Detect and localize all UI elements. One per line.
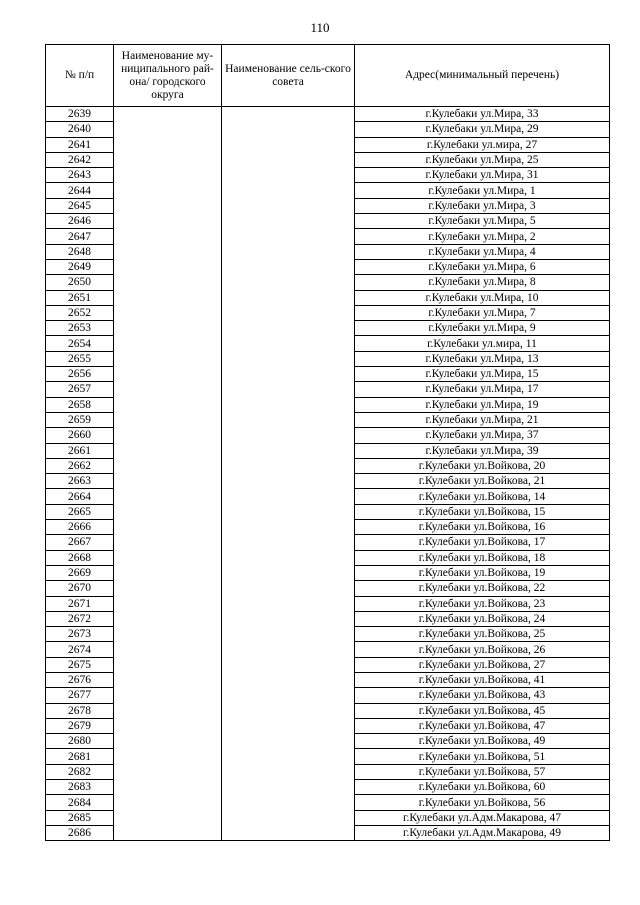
row-number: 2658: [46, 397, 114, 412]
row-number: 2661: [46, 443, 114, 458]
row-number: 2682: [46, 764, 114, 779]
row-number: 2640: [46, 122, 114, 137]
address-cell: г.Кулебаки ул.Войкова, 17: [355, 535, 610, 550]
header-council: Наименование сель-ского совета: [222, 45, 355, 107]
address-cell: г.Кулебаки ул.Войкова, 56: [355, 795, 610, 810]
page-number: 110: [310, 20, 330, 35]
row-number: 2656: [46, 367, 114, 382]
row-number: 2647: [46, 229, 114, 244]
address-cell: г.Кулебаки ул.Мира, 1: [355, 183, 610, 198]
row-number: 2662: [46, 458, 114, 473]
row-number: 2686: [46, 825, 114, 840]
address-cell: г.Кулебаки ул.Мира, 5: [355, 214, 610, 229]
row-number: 2655: [46, 351, 114, 366]
address-cell: г.Кулебаки ул.Войкова, 26: [355, 642, 610, 657]
header-number: № п/п: [46, 45, 114, 107]
row-number: 2657: [46, 382, 114, 397]
row-number: 2672: [46, 611, 114, 626]
row-number: 2677: [46, 688, 114, 703]
row-number: 2678: [46, 703, 114, 718]
address-cell: г.Кулебаки ул.Войкова, 20: [355, 458, 610, 473]
address-cell: г.Кулебаки ул.Войкова, 25: [355, 627, 610, 642]
row-number: 2685: [46, 810, 114, 825]
row-number: 2664: [46, 489, 114, 504]
row-number: 2669: [46, 565, 114, 580]
row-number: 2673: [46, 627, 114, 642]
row-number: 2650: [46, 275, 114, 290]
row-number: 2643: [46, 168, 114, 183]
address-cell: г.Кулебаки ул.Войкова, 27: [355, 657, 610, 672]
address-cell: г.Кулебаки ул.мира, 11: [355, 336, 610, 351]
address-cell: г.Кулебаки ул.Мира, 8: [355, 275, 610, 290]
address-cell: г.Кулебаки ул.Войкова, 57: [355, 764, 610, 779]
row-number: 2653: [46, 321, 114, 336]
row-number: 2665: [46, 504, 114, 519]
address-cell: г.Кулебаки ул.Войкова, 45: [355, 703, 610, 718]
address-cell: г.Кулебаки ул.Войкова, 18: [355, 550, 610, 565]
address-cell: г.Кулебаки ул.Войкова, 22: [355, 581, 610, 596]
row-number: 2644: [46, 183, 114, 198]
address-cell: г.Кулебаки ул.Мира, 29: [355, 122, 610, 137]
council-cell: [222, 107, 355, 841]
row-number: 2668: [46, 550, 114, 565]
table-body: [46, 107, 610, 841]
row-number: 2679: [46, 718, 114, 733]
district-cell: [114, 107, 222, 841]
address-cell: г.Кулебаки ул.Мира, 9: [355, 321, 610, 336]
address-cell: г.Кулебаки ул.Мира, 25: [355, 152, 610, 167]
address-cell: г.Кулебаки ул.Войкова, 24: [355, 611, 610, 626]
address-cell: г.Кулебаки ул.Войкова, 19: [355, 565, 610, 580]
address-cell: г.Кулебаки ул.Мира, 19: [355, 397, 610, 412]
address-cell: г.Кулебаки ул.Войкова, 51: [355, 749, 610, 764]
address-cell: г.Кулебаки ул.Мира, 2: [355, 229, 610, 244]
row-number: 2654: [46, 336, 114, 351]
header-district: Наименование му-ниципального рай-она/ городского округа: [114, 45, 222, 107]
address-cell: г.Кулебаки ул.Мира, 10: [355, 290, 610, 305]
row-number: 2681: [46, 749, 114, 764]
row-number: 2680: [46, 734, 114, 749]
address-cell: г.Кулебаки ул.Адм.Макарова, 49: [355, 825, 610, 840]
address-cell: г.Кулебаки ул.Мира, 7: [355, 305, 610, 320]
row-number: 2646: [46, 214, 114, 229]
row-number: 2641: [46, 137, 114, 152]
row-number: 2651: [46, 290, 114, 305]
address-cell: г.Кулебаки ул.Войкова, 47: [355, 718, 610, 733]
header-address: Адрес(минимальный перечень): [355, 45, 610, 107]
row-number: 2663: [46, 474, 114, 489]
row-number: 2671: [46, 596, 114, 611]
table-row: [46, 107, 610, 122]
row-number: 2683: [46, 780, 114, 795]
address-cell: г.Кулебаки ул.Мира, 37: [355, 428, 610, 443]
row-number: 2666: [46, 520, 114, 535]
address-cell: г.Кулебаки ул.Войкова, 43: [355, 688, 610, 703]
address-cell: г.Кулебаки ул.Мира, 15: [355, 367, 610, 382]
address-cell: г.Кулебаки ул.Войкова, 16: [355, 520, 610, 535]
row-number: 2639: [46, 107, 114, 122]
row-number: 2675: [46, 657, 114, 672]
address-cell: г.Кулебаки ул.Войкова, 14: [355, 489, 610, 504]
address-cell: г.Кулебаки ул.Войкова, 15: [355, 504, 610, 519]
address-cell: г.Кулебаки ул.мира, 27: [355, 137, 610, 152]
address-cell: г.Кулебаки ул.Мира, 4: [355, 244, 610, 259]
address-cell: г.Кулебаки ул.Мира, 39: [355, 443, 610, 458]
address-cell: г.Кулебаки ул.Войкова, 21: [355, 474, 610, 489]
address-cell: г.Кулебаки ул.Войкова, 41: [355, 672, 610, 687]
address-cell: г.Кулебаки ул.Войкова, 23: [355, 596, 610, 611]
address-cell: г.Кулебаки ул.Мира, 6: [355, 259, 610, 274]
address-table: [45, 44, 610, 841]
row-number: 2659: [46, 412, 114, 427]
address-cell: г.Кулебаки ул.Войкова, 49: [355, 734, 610, 749]
table-header-row: [46, 45, 610, 107]
address-cell: г.Кулебаки ул.Мира, 17: [355, 382, 610, 397]
row-number: 2660: [46, 428, 114, 443]
row-number: 2676: [46, 672, 114, 687]
row-number: 2652: [46, 305, 114, 320]
row-number: 2649: [46, 259, 114, 274]
row-number: 2670: [46, 581, 114, 596]
row-number: 2648: [46, 244, 114, 259]
address-cell: г.Кулебаки ул.Мира, 33: [355, 107, 610, 122]
address-cell: г.Кулебаки ул.Войкова, 60: [355, 780, 610, 795]
address-cell: г.Кулебаки ул.Мира, 3: [355, 198, 610, 213]
row-number: 2674: [46, 642, 114, 657]
row-number: 2667: [46, 535, 114, 550]
row-number: 2642: [46, 152, 114, 167]
row-number: 2645: [46, 198, 114, 213]
row-number: 2684: [46, 795, 114, 810]
address-cell: г.Кулебаки ул.Адм.Макарова, 47: [355, 810, 610, 825]
address-cell: г.Кулебаки ул.Мира, 21: [355, 412, 610, 427]
address-cell: г.Кулебаки ул.Мира, 31: [355, 168, 610, 183]
address-cell: г.Кулебаки ул.Мира, 13: [355, 351, 610, 366]
